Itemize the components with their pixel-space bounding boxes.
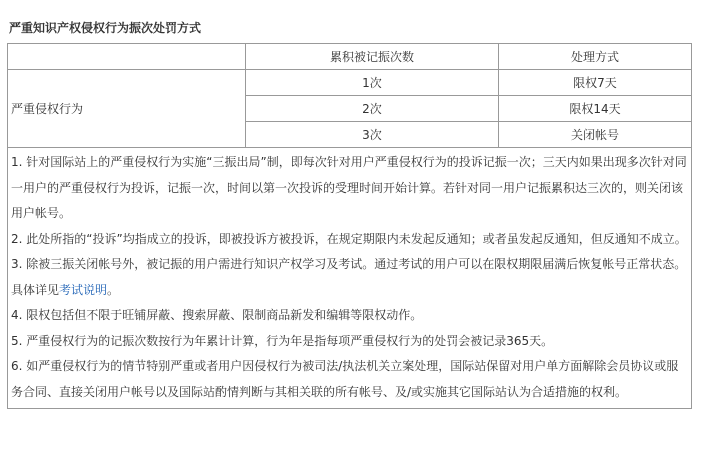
penalty-table bbox=[7, 43, 692, 409]
count-cell: 2次 bbox=[246, 96, 499, 122]
note-3-end: 。 bbox=[107, 282, 120, 297]
table-row bbox=[8, 70, 692, 96]
count-cell: 1次 bbox=[246, 70, 499, 96]
note-1: 1. 针对国际站上的严重侵权行为实施“三振出局”制，即每次针对用户严重侵权行为的投诉记振一次；三天内如果出现多次针对同一用户的严重侵权行为投诉，记振一次，时间以第一次投诉的受理时间开始计算。若针对同一用户记振累积达三次的，则关闭该用户帐号。 bbox=[11, 155, 687, 220]
notes-cell bbox=[8, 148, 692, 409]
note-2: 2. 此处所指的“投诉”均指成立的投诉，即被投诉方被投诉，在规定期限内未发起反通知；或者虽发起反通知，但反通知不成立。 bbox=[11, 231, 687, 246]
notes-row bbox=[8, 148, 692, 409]
header-cell-empty bbox=[8, 44, 246, 70]
row-label-severe-infringement: 严重侵权行为 bbox=[8, 70, 246, 148]
note-3 bbox=[11, 252, 688, 303]
count-cell: 3次 bbox=[246, 122, 499, 148]
exam-instructions-link[interactable]: 考试说明 bbox=[59, 282, 108, 297]
note-4: 4. 限权包括但不限于旺铺屏蔽、搜索屏蔽、限制商品新发和编辑等限权动作。 bbox=[11, 308, 423, 322]
action-cell: 限权14天 bbox=[499, 96, 692, 122]
note-6: 6. 如严重侵权行为的情节特别严重或者用户因侵权行为被司法/执法机关立案处理，国际站保留对用户单方面解除会员协议或服务合同、直接关闭用户帐号以及国际站酌情判断与其相关联的所有帐号、及/或实施其它国际站认为合适措施的权利。 bbox=[11, 359, 679, 399]
header-cell-action: 处理方式 bbox=[499, 44, 692, 70]
header-cell-count: 累积被记振次数 bbox=[246, 44, 499, 70]
page-title: 严重知识产权侵权行为振次处罚方式 bbox=[9, 21, 202, 35]
note-5: 5. 严重侵权行为的记振次数按行为年累计计算，行为年是指每项严重侵权行为的处罚会被记录365天。 bbox=[11, 333, 554, 348]
note-3-text: 3. 除被三振关闭帐号外，被记振的用户需进行知识产权学习及考试。通过考试的用户可以在限权期限届满后恢复帐号正常状态。具体详见 bbox=[11, 257, 687, 297]
table-header-row bbox=[8, 44, 692, 70]
action-cell: 限权7天 bbox=[499, 70, 692, 96]
action-cell: 关闭帐号 bbox=[499, 122, 692, 148]
